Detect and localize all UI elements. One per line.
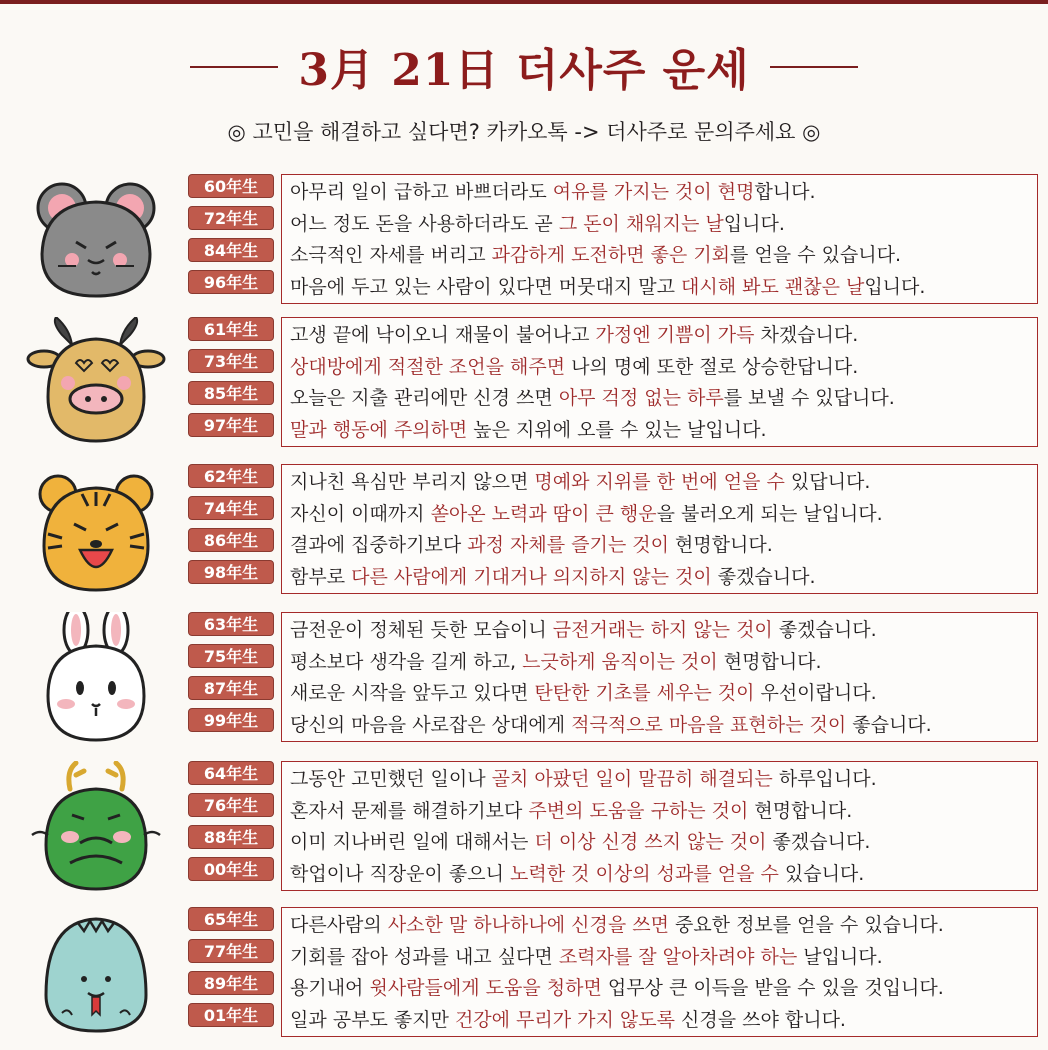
year-badge: 85年生 — [188, 381, 274, 405]
year-badge: 64年生 — [188, 761, 274, 785]
text: 기회를 잡아 성과를 내고 싶다면 — [290, 945, 559, 968]
section-rabbit — [0, 612, 1048, 744]
highlight: 금전거래는 하지 않는 것이 — [552, 619, 773, 641]
year-badge: 77年生 — [188, 939, 274, 963]
year-badge: 98年生 — [188, 560, 274, 584]
text: 높은 지위에 오를 수 있는 날입니다. — [467, 418, 767, 441]
fortune-line — [290, 467, 1029, 499]
text: 다른사람의 — [290, 914, 388, 936]
fortune-box — [281, 761, 1038, 891]
highlight: 윗사람들에게 도움을 청하면 — [369, 977, 602, 999]
text: 합니다. — [754, 181, 816, 203]
fortune-line — [290, 320, 1029, 352]
text: 를 얻을 수 있습니다. — [730, 244, 902, 266]
text: 함부로 — [290, 565, 352, 588]
text: 있습니다. — [778, 862, 865, 885]
text: 현명합니다. — [717, 650, 822, 673]
text: 입니다. — [864, 275, 926, 298]
year-badge: 73年生 — [188, 349, 274, 373]
year-badges — [188, 907, 274, 1035]
title-rule-right — [770, 66, 858, 68]
dragon-icon — [22, 761, 170, 893]
top-border — [0, 0, 1048, 4]
fortune-box — [281, 464, 1038, 594]
fortune-line — [290, 1005, 1029, 1037]
text: 우선이랍니다. — [754, 682, 877, 704]
fortune-line — [290, 764, 1029, 796]
text: 나의 명예 또한 절로 상승한답니다. — [565, 355, 859, 378]
highlight: 가정엔 기쁨이 가득 — [595, 324, 755, 346]
fortune-line — [290, 647, 1029, 679]
header — [0, 34, 1048, 104]
year-badge: 97年生 — [188, 413, 274, 437]
text: 일과 공부도 좋지만 — [290, 1008, 455, 1031]
year-badges — [188, 761, 274, 889]
text: 오늘은 지출 관리에만 신경 쓰면 — [290, 387, 559, 409]
highlight: 과감하게 도전하면 좋은 기회 — [491, 244, 731, 266]
year-badges — [188, 612, 274, 740]
fortune-line — [290, 499, 1029, 531]
year-badge: 76年生 — [188, 793, 274, 817]
text: 중요한 정보를 얻을 수 있습니다. — [668, 914, 944, 936]
highlight: 주변의 도움을 구하는 것이 — [528, 799, 749, 822]
text: 아무리 일이 급하고 바쁘더라도 — [290, 181, 553, 203]
fortune-box — [281, 174, 1038, 304]
year-badge: 96年生 — [188, 270, 274, 294]
text: 입니다. — [723, 212, 785, 235]
year-badge: 74年生 — [188, 496, 274, 520]
year-badge: 72年生 — [188, 206, 274, 230]
year-badge: 87年生 — [188, 676, 274, 700]
year-badge: 99年生 — [188, 708, 274, 732]
fortune-line — [290, 177, 1029, 209]
text: 차겠습니다. — [754, 324, 859, 346]
tiger-icon — [22, 464, 170, 596]
fortune-line — [290, 352, 1029, 384]
text: 그동안 고민했던 일이나 — [290, 768, 492, 790]
fortune-line — [290, 530, 1029, 562]
highlight: 명예와 지위를 한 번에 얻을 수 — [534, 471, 785, 493]
fortune-line — [290, 240, 1029, 272]
text: 용기내어 — [290, 977, 370, 999]
year-badge: 61年生 — [188, 317, 274, 341]
fortune-line — [290, 415, 1029, 447]
text: 를 보낼 수 있답니다. — [723, 387, 895, 409]
fortune-line — [290, 710, 1029, 742]
fortune-line — [290, 942, 1029, 974]
text: 금전운이 정체된 듯한 모습이니 — [290, 619, 553, 641]
fortune-box — [281, 612, 1038, 742]
snake-icon — [22, 907, 170, 1039]
fortune-box — [281, 317, 1038, 447]
text: 하루입니다. — [772, 768, 877, 790]
text: 혼자서 문제를 해결하기보다 — [290, 799, 529, 822]
highlight: 과정 자체를 즐기는 것이 — [467, 534, 669, 556]
section-rat — [0, 174, 1048, 306]
highlight: 탄탄한 기초를 세우는 것이 — [534, 682, 755, 704]
year-badge: 65年生 — [188, 907, 274, 931]
text: 소극적인 자세를 버리고 — [290, 244, 492, 266]
highlight: 그 돈이 채워지는 날 — [558, 212, 724, 235]
text: 을 불러오게 되는 날입니다. — [656, 502, 883, 525]
highlight: 아무 걱정 없는 하루 — [558, 387, 724, 409]
highlight: 쏟아온 노력과 땀이 큰 행운 — [430, 502, 657, 525]
highlight: 건강에 무리가 가지 않도록 — [454, 1008, 675, 1031]
highlight: 사소한 말 하나하나에 신경을 쓰면 — [387, 914, 669, 936]
fortune-box — [281, 907, 1038, 1037]
text: 좋겠습니다. — [766, 831, 871, 853]
section-snake — [0, 907, 1048, 1039]
ox-icon — [22, 317, 170, 449]
text: 고생 끝에 낙이오니 재물이 불어나고 — [290, 324, 596, 346]
fortune-line — [290, 910, 1029, 942]
rat-icon — [22, 174, 170, 306]
text: 평소보다 생각을 길게 하고, — [290, 650, 523, 673]
year-badge: 62年生 — [188, 464, 274, 488]
text: 신경을 쓰야 합니다. — [674, 1008, 846, 1031]
fortune-line — [290, 383, 1029, 415]
highlight: 골치 아팠던 일이 말끔히 해결되는 — [491, 768, 773, 790]
page-title: 3月 21日 더사주 운세 — [298, 45, 750, 96]
text: 좋겠습니다. — [711, 565, 816, 588]
text: 이미 지나버린 일에 대해서는 — [290, 831, 535, 853]
text: 결과에 집중하기보다 — [290, 534, 468, 556]
fortune-line — [290, 615, 1029, 647]
year-badges — [188, 464, 274, 592]
text: 좋겠습니다. — [772, 619, 877, 641]
fortune-line — [290, 859, 1029, 891]
highlight: 적극적으로 마음을 표현하는 것이 — [571, 713, 847, 736]
year-badge: 86年生 — [188, 528, 274, 552]
fortune-line — [290, 562, 1029, 594]
highlight: 느긋하게 움직이는 것이 — [522, 650, 718, 673]
highlight: 조력자를 잘 알아차려야 하는 — [558, 945, 798, 968]
fortune-line — [290, 678, 1029, 710]
text: 좋습니다. — [846, 713, 932, 736]
fortune-line — [290, 272, 1029, 304]
fortune-line — [290, 209, 1029, 241]
highlight: 더 이상 신경 쓰지 않는 것이 — [534, 831, 767, 853]
rabbit-icon — [22, 612, 170, 744]
highlight: 다른 사람에게 기대거나 의지하지 않는 것이 — [351, 565, 712, 588]
year-badge: 60年生 — [188, 174, 274, 198]
year-badge: 01年生 — [188, 1003, 274, 1027]
subtitle: ◎ 고민을 해결하고 싶다면? 카카오톡 -> 더사주로 문의주세요 ◎ — [227, 120, 821, 144]
fortune-line — [290, 827, 1029, 859]
text: 현명합니다. — [748, 799, 853, 822]
text: 어느 정도 돈을 사용하더라도 곧 — [290, 212, 559, 235]
year-badge: 89年生 — [188, 971, 274, 995]
fortune-line — [290, 973, 1029, 1005]
text: 있답니다. — [784, 471, 871, 493]
year-badge: 84年生 — [188, 238, 274, 262]
highlight: 상대방에게 적절한 조언을 해주면 — [290, 355, 566, 378]
year-badges — [188, 174, 274, 302]
highlight: 여유를 가지는 것이 현명 — [552, 181, 755, 203]
year-badge: 88年生 — [188, 825, 274, 849]
text: 학업이나 직장운이 좋으니 — [290, 862, 511, 885]
text: 업무상 큰 이득을 받을 수 있을 것입니다. — [601, 977, 944, 999]
fortune-line — [290, 796, 1029, 828]
year-badge: 00年生 — [188, 857, 274, 881]
text: 당신의 마음을 사로잡은 상대에게 — [290, 713, 572, 736]
year-badges — [188, 317, 274, 445]
year-badge: 63年生 — [188, 612, 274, 636]
highlight: 노력한 것 이상의 성과를 얻을 수 — [510, 862, 779, 885]
section-tiger — [0, 464, 1048, 596]
text: 자신이 이때까지 — [290, 502, 431, 525]
text: 날입니다. — [797, 945, 883, 968]
section-ox — [0, 317, 1048, 449]
text: 지나친 욕심만 부리지 않으면 — [290, 471, 535, 493]
section-dragon — [0, 761, 1048, 893]
text: 현명합니다. — [668, 534, 773, 556]
text: 마음에 두고 있는 사람이 있다면 머뭇대지 말고 — [290, 275, 682, 298]
highlight: 대시해 봐도 괜찮은 날 — [681, 275, 865, 298]
text: 새로운 시작을 앞두고 있다면 — [290, 682, 535, 704]
year-badge: 75年生 — [188, 644, 274, 668]
highlight: 말과 행동에 주의하면 — [290, 418, 468, 441]
